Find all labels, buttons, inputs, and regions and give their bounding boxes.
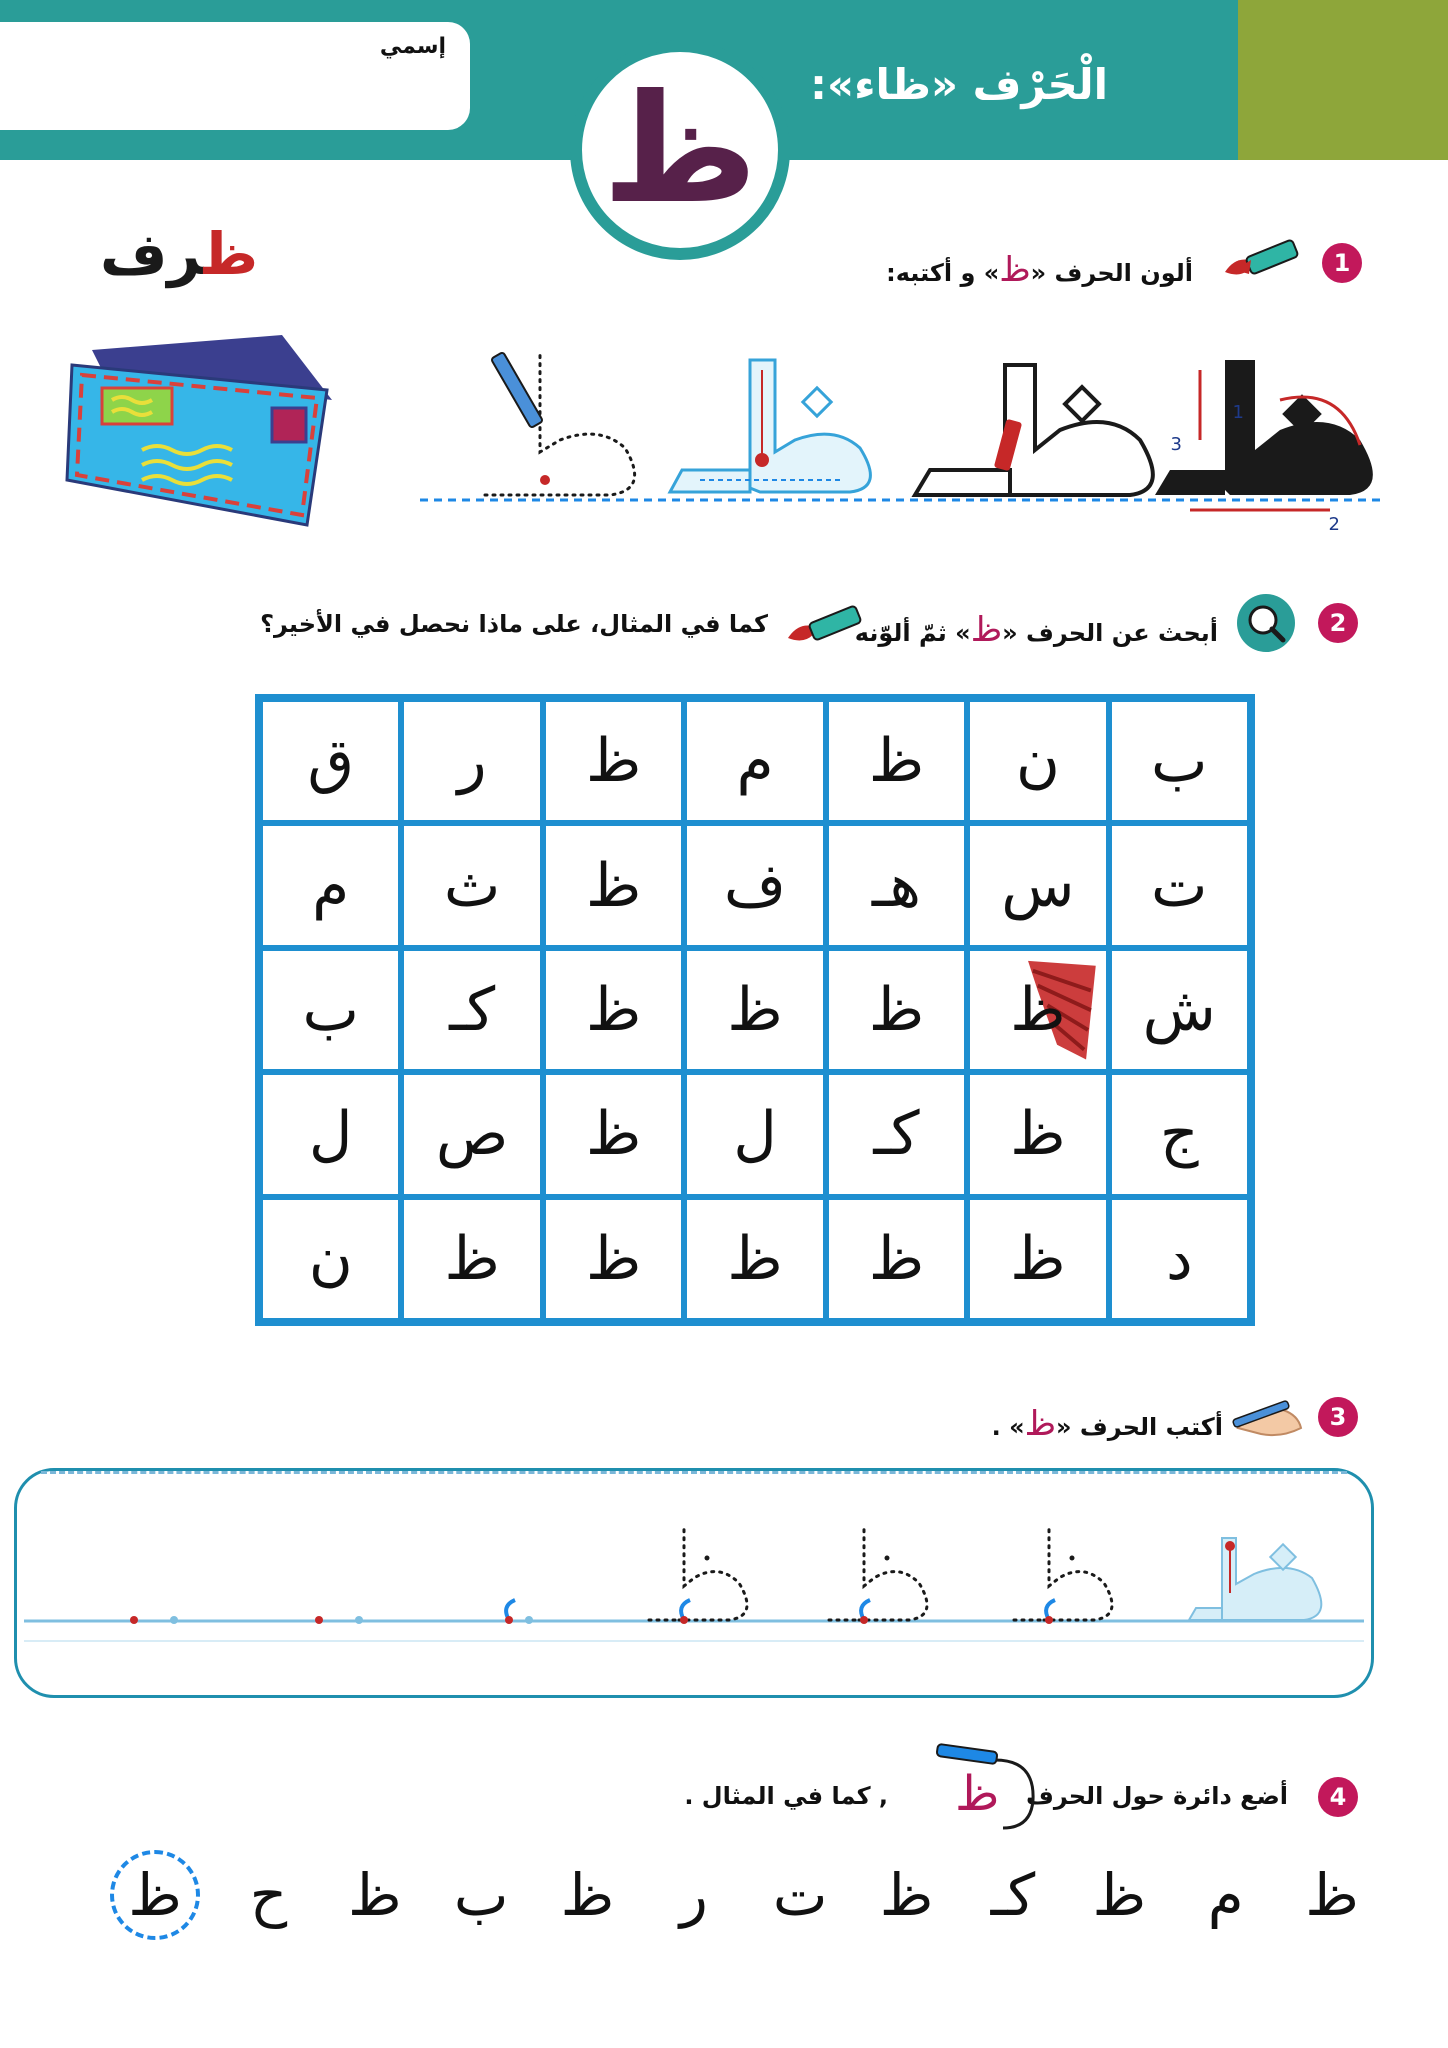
grid-cell[interactable]: ر	[401, 699, 542, 823]
grid-cell[interactable]: ظ	[543, 948, 684, 1072]
grid-cell[interactable]: م	[260, 823, 401, 947]
svg-text:1: 1	[1232, 402, 1244, 423]
crayon-icon	[778, 598, 868, 658]
magnifier-icon	[1235, 592, 1297, 654]
name-label: إسمي	[379, 34, 446, 59]
example-word-first-letter: ظ	[203, 220, 259, 288]
grid-cell[interactable]: ت	[1109, 823, 1250, 947]
circled-letter-example: ظ	[935, 1740, 1045, 1830]
letter-choice[interactable]: ظ	[1092, 1861, 1147, 1929]
grid-cell[interactable]: كـ	[826, 1072, 967, 1196]
grid-cell[interactable]: ن	[967, 699, 1108, 823]
grid-cell[interactable]: ظ	[826, 699, 967, 823]
crayon-icon	[1215, 232, 1305, 292]
page-title: الْحَرْف «ظاء»:	[810, 60, 1108, 109]
section-4-instruction-a: أضع دائرة حول الحرف	[1025, 1782, 1288, 1810]
section-3-instruction: أكتب الحرف «ظ» .	[991, 1404, 1223, 1444]
letter-choice[interactable]: ت	[772, 1861, 828, 1929]
big-letter: ظ	[602, 63, 758, 237]
letter-choice[interactable]: ظ	[879, 1861, 934, 1929]
letter-tracing-demo	[410, 330, 1410, 550]
letter-choice[interactable]: ب	[453, 1861, 509, 1929]
grid-cell[interactable]: ن	[260, 1197, 401, 1321]
dotted-letter	[485, 352, 635, 495]
grid-cell[interactable]: ل	[260, 1072, 401, 1196]
name-field[interactable]	[0, 22, 470, 130]
letter-choice[interactable]: ظ	[1305, 1861, 1359, 1929]
letter-choice[interactable]: ح	[249, 1861, 288, 1929]
letter-choice[interactable]: ظ	[560, 1861, 615, 1929]
outline-letter	[915, 365, 1153, 495]
letter-search-grid	[255, 694, 1255, 1326]
big-letter-badge	[570, 40, 790, 260]
grid-cell[interactable]: ظ	[967, 1197, 1108, 1321]
grid-cell[interactable]: ق	[260, 699, 401, 823]
section-1-number: 1	[1322, 243, 1362, 283]
grid-cell[interactable]: ش	[1109, 948, 1250, 1072]
grid-cell-colored-example[interactable]: ظ	[967, 948, 1108, 1072]
writing-hand-icon	[1228, 1388, 1308, 1444]
grid-cell[interactable]: كـ	[401, 948, 542, 1072]
letter-choice[interactable]: كـ	[990, 1861, 1036, 1929]
section-2-number: 2	[1318, 603, 1358, 643]
grid-cell[interactable]: ظ	[543, 1197, 684, 1321]
header-olive-block	[1238, 0, 1448, 160]
grid-cell[interactable]: ج	[1109, 1072, 1250, 1196]
example-word-rest: رف	[100, 220, 204, 288]
guided-letter	[670, 360, 870, 492]
grid-cell[interactable]: ص	[401, 1072, 542, 1196]
grid-cell[interactable]: ف	[684, 823, 825, 947]
writing-practice-lines	[14, 1468, 1374, 1698]
section-4-number: 4	[1318, 1777, 1358, 1817]
grid-cell[interactable]: ظ	[967, 1072, 1108, 1196]
letter-choice-example: ظ	[110, 1850, 200, 1940]
grid-cell[interactable]: ظ	[543, 823, 684, 947]
grid-cell[interactable]: ظ	[684, 1197, 825, 1321]
section-1-instruction: ألون الحرف «ظ» و أكتبه:	[886, 250, 1193, 290]
svg-text:2: 2	[1328, 514, 1340, 535]
section-2-instruction-b: كما في المثال، على ماذا نحصل في الأخير؟	[260, 610, 768, 638]
letter-choice[interactable]: ر	[679, 1861, 708, 1929]
letter-choice[interactable]: ظ	[347, 1861, 402, 1929]
grid-cell[interactable]: د	[1109, 1197, 1250, 1321]
section-3-number: 3	[1318, 1397, 1358, 1437]
letter-choice[interactable]: م	[1207, 1861, 1244, 1929]
solid-letter	[1155, 360, 1373, 535]
grid-cell[interactable]: هـ	[826, 823, 967, 947]
envelope-icon	[62, 330, 337, 530]
grid-cell[interactable]: ل	[684, 1072, 825, 1196]
grid-cell[interactable]: ظ	[684, 948, 825, 1072]
letter-circle-row	[110, 1850, 1370, 1940]
grid-cell[interactable]: ظ	[826, 1197, 967, 1321]
grid-cell[interactable]: س	[967, 823, 1108, 947]
section-2-instruction-a: أبحث عن الحرف «ظ» ثمّ ألوّنه	[854, 610, 1218, 650]
grid-cell[interactable]: م	[684, 699, 825, 823]
grid-cell[interactable]: ب	[1109, 699, 1250, 823]
svg-text:3: 3	[1170, 434, 1182, 455]
grid-cell[interactable]: ث	[401, 823, 542, 947]
example-word	[100, 220, 258, 288]
section-4-instruction-b: , كما في المثال .	[684, 1782, 888, 1810]
grid-cell[interactable]: ظ	[543, 1072, 684, 1196]
grid-cell[interactable]: ظ	[826, 948, 967, 1072]
grid-cell[interactable]: ظ	[401, 1197, 542, 1321]
grid-cell[interactable]: ظ	[543, 699, 684, 823]
grid-cell[interactable]: ب	[260, 948, 401, 1072]
